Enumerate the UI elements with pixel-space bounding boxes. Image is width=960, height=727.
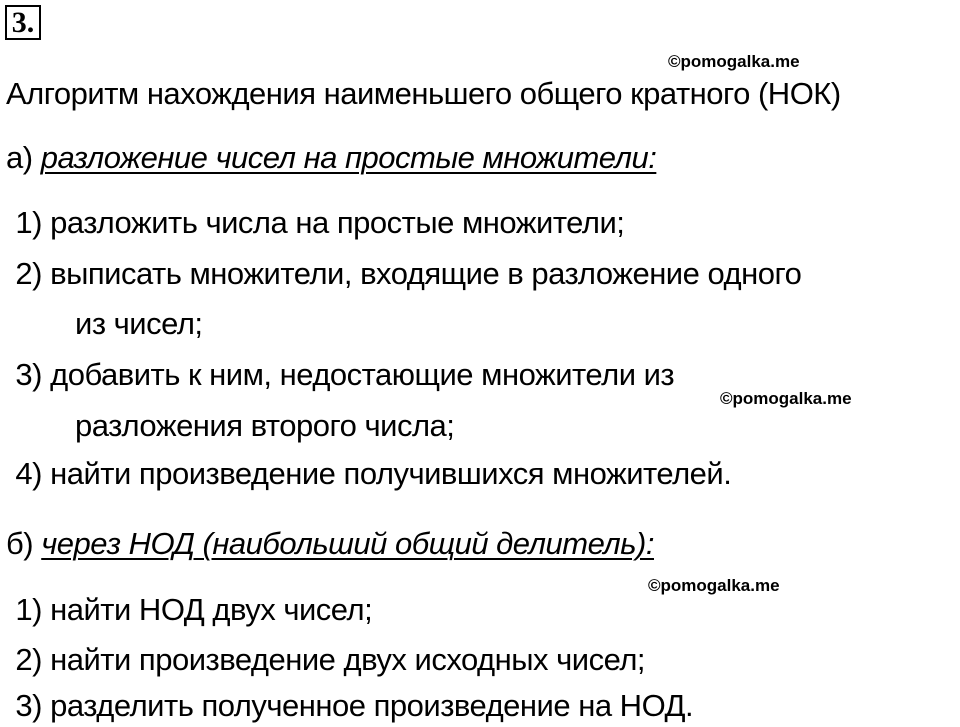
section-a-label: а) — [6, 140, 33, 175]
step-number: 2) — [15, 256, 42, 291]
step-number: 2) — [15, 642, 42, 677]
section-a-header — [6, 139, 656, 177]
step-number: 3) — [15, 357, 42, 392]
watermark: ©pomogalka.me — [648, 576, 780, 595]
section-b-header — [6, 525, 654, 563]
step-number: 4) — [15, 456, 42, 491]
step-text: выписать множители, входящие в разложение одного — [50, 256, 802, 291]
watermark: ©pomogalka.me — [668, 52, 800, 71]
list-item — [6, 356, 674, 394]
section-a-heading: разложение чисел на простые множители: — [40, 140, 657, 175]
section-b-heading: через НОД (наибольший общий делитель): — [41, 526, 654, 561]
section-b-label: б) — [6, 526, 34, 561]
step-text-continuation: разложения второго числа; — [75, 408, 455, 443]
step-text-continuation: из чисел; — [75, 306, 203, 341]
step-text: найти произведение получившихся множителей. — [50, 456, 732, 491]
step-number: 1) — [15, 205, 42, 240]
list-item — [6, 204, 624, 242]
step-text: разделить полученное произведение на НОД. — [50, 688, 694, 723]
list-item — [6, 455, 731, 493]
list-item — [6, 641, 645, 679]
step-number: 1) — [15, 592, 42, 627]
step-number: 3) — [15, 688, 42, 723]
list-item — [6, 687, 693, 725]
step-text: разложить числа на простые множители; — [50, 205, 625, 240]
step-text: найти НОД двух чисел; — [50, 592, 373, 627]
task-number: 3. — [5, 5, 41, 40]
watermark: ©pomogalka.me — [720, 389, 852, 408]
list-item — [6, 255, 801, 293]
page-title: Алгоритм нахождения наименьшего общего кратного (НОК) — [6, 76, 841, 111]
list-item — [6, 591, 372, 629]
step-text: добавить к ним, недостающие множители из — [50, 357, 675, 392]
step-text: найти произведение двух исходных чисел; — [50, 642, 646, 677]
